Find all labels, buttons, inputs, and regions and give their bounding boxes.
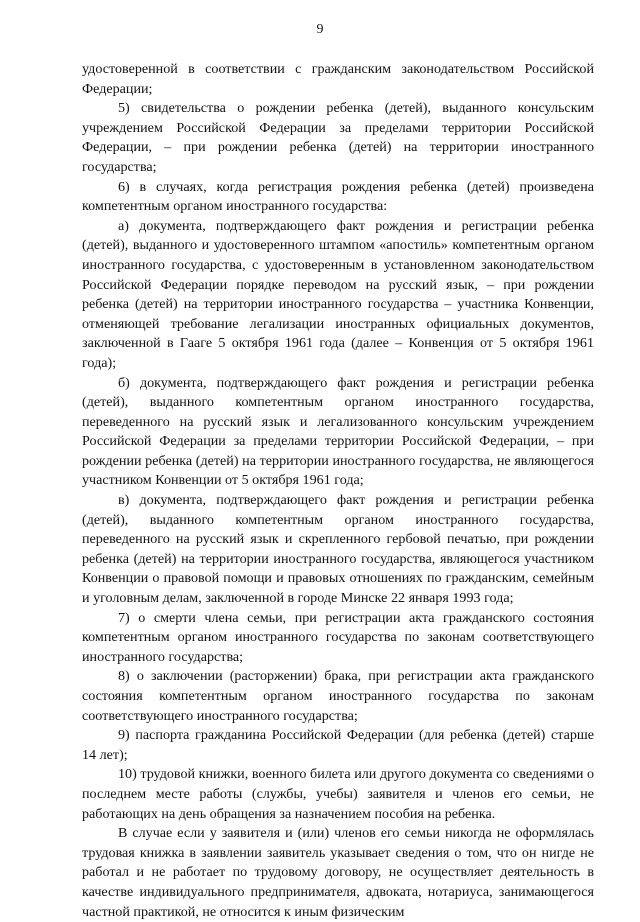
paragraph-no-work-book: В случае если у заявителя и (или) членов его семьи никогда не оформлялась трудовая книжка в заявлении заявитель указывает сведения о том, что он нигде не работал и не работает по трудовому договору, не осуществляет деятельность в качестве индивидуального предпринимателя, адвоката, нотариуса, занимающегося частной практикой, не относится к иным физическим: [82, 825, 594, 920]
document-body: [82, 60, 594, 922]
paragraph-item-7: 7) о смерти члена семьи, при регистрации акта гражданского состояния компетентным органом иностранного государства по законам соответствующего иностранного государства;: [82, 609, 594, 665]
paragraph-item-8: 8) о заключении (расторжении) брака, при регистрации акта гражданского состояния компетентным органом иностранного государства по законам соответствующего иностранного государства;: [82, 668, 594, 724]
paragraph-item-10: 10) трудовой книжки, военного билета или другого документа со сведениями о последнем месте работы (службы, учебы) заявителя и членов его семьи, не работающих на день обращения за назначением пособия на ребенка.: [82, 766, 594, 822]
paragraph-item-6: 6) в случаях, когда регистрация рождения ребенка (детей) произведена компетентным органом иностранного государства:: [82, 178, 594, 215]
paragraph-item-6b: б) документа, подтверждающего факт рождения и регистрации ребенка (детей), выданного компетентным органом иностранного государства, переведенного на русский язык и легализованного консульским учреждением Российской Федерации за пределами территории Российской Федерации, – при рождении ребенка (детей) на территории иностранного государства, не являющегося участником Конвенции от 5 октября 1961 года;: [82, 374, 594, 489]
page-number: 9: [316, 22, 324, 37]
paragraph-item-5: 5) свидетельства о рождении ребенка (детей), выданного консульским учреждением Российской Федерации за пределами территории Российской Федерации, – при рождении ребенка (детей) на территории иностранного государства;: [82, 100, 594, 175]
paragraph-continuation: удостоверенной в соответствии с гражданским законодательством Российской Федерации;: [82, 61, 594, 97]
paragraph-item-6v: в) документа, подтверждающего факт рождения и регистрации ребенка (детей), выданного компетентным органом иностранного государства, переведенного на русский язык и скрепленного гербовой печатью, при рождении ребенка (детей) на территории иностранного государства, являющегося участником Конвенции о правовой помощи и правовых отношениях по гражданским, семейным и уголовным делам, заключенной в городе Минске 22 января 1993 года;: [82, 492, 594, 607]
paragraph-item-9: 9) паспорта гражданина Российской Федерации (для ребенка (детей) старше 14 лет);: [82, 727, 594, 763]
paragraph-item-6a: а) документа, подтверждающего факт рождения и регистрации ребенка (детей), выданного и удостоверенного штампом «апостиль» компетентным органом иностранного государства, с удостоверенным в установленном законодательством Российской Федерации порядке переводом на русский язык, – при рождении ребенка (детей) на территории иностранного государства – участника Конвенции, отменяющей требование легализации иностранных официальных документов, заключенной в Гааге 5 октября 1961 года (далее – Конвенция от 5 октября 1961 года);: [82, 217, 594, 371]
